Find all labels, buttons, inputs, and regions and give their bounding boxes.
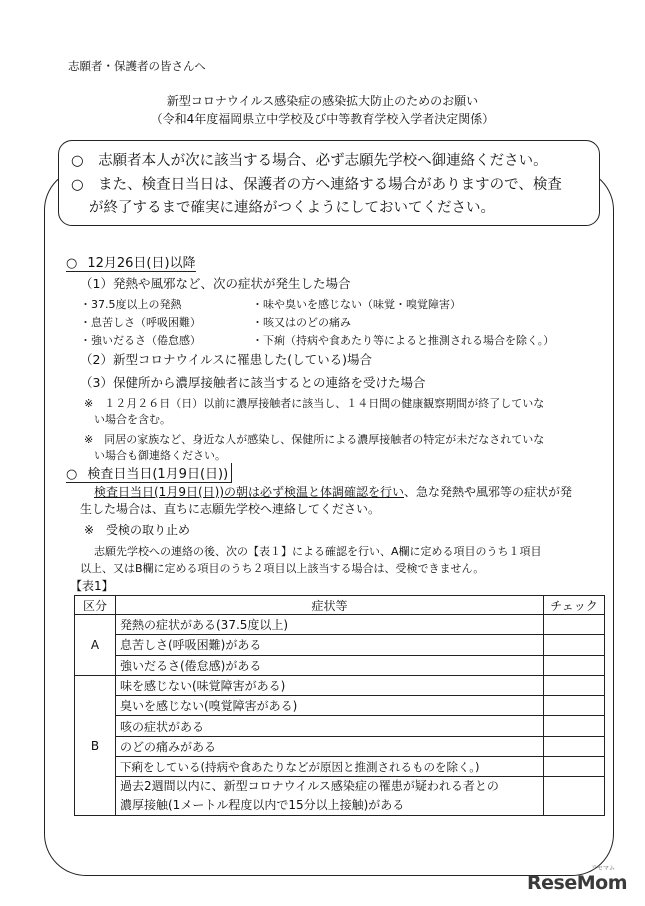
table-caption: 【表1】 <box>70 579 114 593</box>
symptom-fatigue: ・強いだるさ（倦怠感） <box>80 334 201 347</box>
category-a: A <box>75 615 116 676</box>
withdrawal-line-2: 以上、又はB欄に定める項目のうち２項目以上該当する場合は、受検できません。 <box>80 562 485 575</box>
symptom-cell: 臭いを感じない(嗅覚障害がある) <box>116 696 544 716</box>
exam-day-rest: 、急な発熱や風邪等の症状が発 <box>404 485 573 499</box>
contact-line-2: 濃厚接触(1メートル程度以内で15分以上接触)がある <box>120 798 405 813</box>
notice-line-3: が終了するまで確実に連絡がつくようにしておいてください。 <box>89 200 495 216</box>
resemom-logo: ReseMom <box>527 872 627 894</box>
exam-day-underlined: 検査日当日(1月9日(日))の朝は必ず検温と体調確認を行い <box>94 485 404 499</box>
symptom-breath: ・息苦しさ（呼吸困難） <box>80 316 201 329</box>
symptom-diarrhea: ・下痢（持病や食あたり等によると推測される場合を除く。） <box>252 334 555 347</box>
symptom-fever: ・37.5度以上の発熱 <box>80 298 182 311</box>
notice-line-1: ○ 志願者本人が次に該当する場合、必ず志願先学校へ御連絡ください。 <box>71 153 548 169</box>
symptom-cough: ・咳又はのどの痛み <box>252 316 351 329</box>
table-row <box>75 675 605 695</box>
title-line-1: 新型コロナウイルス感染症の感染拡大防止のためのお願い <box>166 94 479 108</box>
check-cell[interactable] <box>544 675 605 695</box>
category-b: B <box>75 675 116 815</box>
check-cell[interactable] <box>544 736 605 756</box>
notice-line-2: ○ また、検査日当日は、保護者の方へ連絡する場合がありますので、検査 <box>71 177 562 193</box>
symptom-cell: 発熱の症状がある(37.5度以上) <box>116 615 544 635</box>
table-row <box>75 696 605 716</box>
case-1: （1）発熱や風邪など、次の症状が発生した場合 <box>80 276 351 291</box>
withdrawal-line-1: 志願先学校への連絡の後、次の【表１】による確認を行い、A欄に定める項目のうち１項目 <box>94 545 542 558</box>
symptom-cell: のどの痛みがある <box>116 736 544 756</box>
contact-line-1: 過去2週間以内に、新型コロナウイルス感染症の罹患が疑われる者との <box>120 779 499 794</box>
symptom-cell: 息苦しさ(呼吸困難)がある <box>116 635 544 655</box>
check-cell[interactable] <box>544 757 605 777</box>
symptom-cell: 強いだるさ(倦怠感)がある <box>116 655 544 675</box>
header-check: チェック <box>544 596 605 615</box>
case-2: （2）新型コロナウイルスに罹患した(している)場合 <box>80 352 372 367</box>
table-row <box>75 635 605 655</box>
header-symptom: 症状等 <box>116 596 544 615</box>
title-line-2: （令和4年度福岡県立中学校及び中等教育学校入学者決定関係） <box>150 112 495 126</box>
symptom-table <box>74 595 605 816</box>
table-header-row <box>75 596 605 615</box>
symptom-cell: 咳の症状がある <box>116 716 544 736</box>
section1-heading <box>66 252 196 272</box>
section1-heading-text: 12月26日(日)以降 <box>87 256 196 271</box>
note-2-line-1: ※ 同居の家族など、身近な人が感染し、保健所による濃厚接触者の特定が未だなされていな <box>84 433 545 446</box>
table-row <box>75 736 605 756</box>
check-cell[interactable] <box>544 716 605 736</box>
table-row <box>75 655 605 675</box>
symptom-cell-contact <box>116 777 544 816</box>
case-3: （3）保健所から濃厚接触者に該当するとの連絡を受けた場合 <box>80 375 426 390</box>
withdrawal-heading: ※ 受検の取り止め <box>84 523 191 537</box>
table-row <box>75 777 605 816</box>
check-cell[interactable] <box>544 655 605 675</box>
symptom-cell: 味を感じない(味覚障害がある) <box>116 675 544 695</box>
note-1-line-1: ※ １２月２６日（日）以前に濃厚接触者に該当し、１４日間の健康観察期間が終了していな <box>84 397 545 410</box>
circle-bullet: ○ <box>66 256 78 271</box>
symptom-taste: ・味や臭いを感じない（味覚・嗅覚障害） <box>252 298 461 311</box>
table-row <box>75 716 605 736</box>
check-cell[interactable] <box>544 635 605 655</box>
check-cell[interactable] <box>544 615 605 635</box>
exam-day-paragraph-line-1 <box>94 483 572 500</box>
check-cell[interactable] <box>544 696 605 716</box>
circle-bullet: ○ <box>66 467 78 482</box>
notice-box <box>58 140 600 226</box>
addressee: 志願者・保護者の皆さんへ <box>68 59 206 73</box>
table-row <box>75 757 605 777</box>
exam-day-paragraph-line-2: 生した場合は、直ちに志願先学校へ連絡してください。 <box>80 502 381 516</box>
symptom-cell: 下痢をしている(持病や食あたりなどが原因と推測されるものを除く。) <box>116 757 544 777</box>
section2-heading-text: 検査日当日(1月9日(日)) <box>87 467 229 482</box>
section2-heading <box>66 463 232 483</box>
header-category: 区分 <box>75 596 116 615</box>
note-1-line-2: い場合を含む。 <box>94 413 171 426</box>
table-row <box>75 615 605 635</box>
check-cell[interactable] <box>544 777 605 816</box>
watermark-small: リセマム <box>591 865 615 872</box>
note-2-line-2: い場合も御連絡ください。 <box>94 449 226 462</box>
